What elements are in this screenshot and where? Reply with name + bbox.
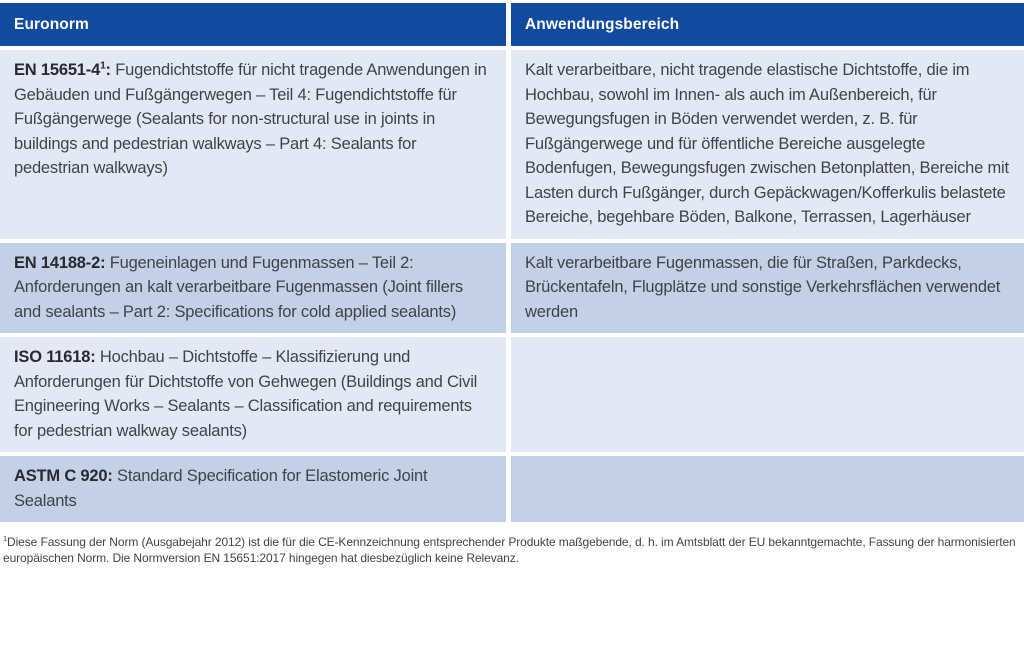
- table-row-3-scope-cell: [511, 337, 1024, 452]
- column-header-euronorm: Euronorm: [0, 3, 506, 46]
- table-row-4-scope-cell: [511, 456, 1024, 522]
- norm-code-colon: :: [90, 348, 96, 366]
- norm-code-text: EN 14188-2: [14, 253, 101, 272]
- norm-description: Hochbau – Dichtstoffe – Klassifizierung und Anforderungen für Dichtstoffe von Gehwegen (Buildings and Civil Engineering Works – Sealants – Classification and requirements for pedestrian walkway sealants): [14, 348, 478, 440]
- norm-code-colon: :: [107, 467, 113, 485]
- table-row-1-scope-cell: [511, 50, 1024, 239]
- norm-code: [14, 467, 113, 485]
- norm-description: Fugeneinlagen und Fugenmassen – Teil 2: Anforderungen an kalt verarbeitbare Fugenmassen (Joint fillers and sealants – Part 2: Specifications for cold applied sealants): [14, 253, 463, 321]
- footnote-marker: 1: [100, 60, 106, 72]
- scope-text: Kalt verarbeitbare, nicht tragende elastische Dichtstoffe, die im Hochbau, sowohl im Innen- als auch im Außenbereich, für Bewegungsfugen in Böden verwendet werden, z. B. für Fußgängerwege und für öffentliche Bereiche ausgelegte Bodenfugen, Bewegungsfugen zwischen Betonplatten, Bereiche mit Lasten durch Fußgänger, durch Gepäckwagen/Kofferkulis belastete Bereiche, begehbare Böden, Balkone, Terrassen, Lagerhäuser: [525, 61, 1009, 226]
- norm-code-text: ISO 11618: [14, 348, 91, 366]
- scope-text: Kalt verarbeitbare Fugenmassen, die für Straßen, Parkdecks, Brückentafeln, Flugplätze und sonstige Verkehrsflächen verwendet werden: [525, 253, 1001, 321]
- norm-code: [14, 61, 111, 79]
- table-row-4-norm-cell: [0, 456, 506, 522]
- norm-code-colon: :: [100, 253, 106, 272]
- norm-code-text: ASTM C 920: [14, 467, 108, 485]
- footnote-superscript: 1: [3, 534, 8, 543]
- norm-table: [0, 3, 1024, 522]
- table-row-2-norm-cell: [0, 243, 506, 334]
- norm-code-colon: :: [105, 61, 111, 79]
- footnote-text: Diese Fassung der Norm (Ausgabejahr 2012) ist die für die CE-Kennzeichnung entsprechender Produkte maßgebende, d. h. im Amtsblatt der EU bekanntgemachte, Fassung der harmonisierten europäischen Norm. Die Normversion EN 15651:2017 hingegen hat diesbezüglich keine Relevanz.: [3, 535, 1016, 565]
- table-row-1-norm-cell: [0, 50, 506, 239]
- norm-code: [14, 348, 95, 366]
- norm-code: [14, 254, 105, 272]
- table-row-3-norm-cell: [0, 337, 506, 452]
- norm-description: Standard Specification for Elastomeric Joint Sealants: [14, 467, 428, 510]
- column-header-anwendungsbereich: Anwendungsbereich: [511, 3, 1024, 46]
- norm-description: Fugendichtstoffe für nicht tragende Anwendungen in Gebäuden und Fußgängerwegen – Teil 4: Fugendichtstoffe für Fußgängerwege (Sealants for non-structural use in joints in buildings and pedestrian walkways – Part 4: Sealants for pedestrian walkways): [14, 61, 487, 177]
- footnote: [3, 535, 1020, 566]
- norm-code-text: EN 15651-4: [14, 61, 101, 79]
- table-row-2-scope-cell: [511, 243, 1024, 334]
